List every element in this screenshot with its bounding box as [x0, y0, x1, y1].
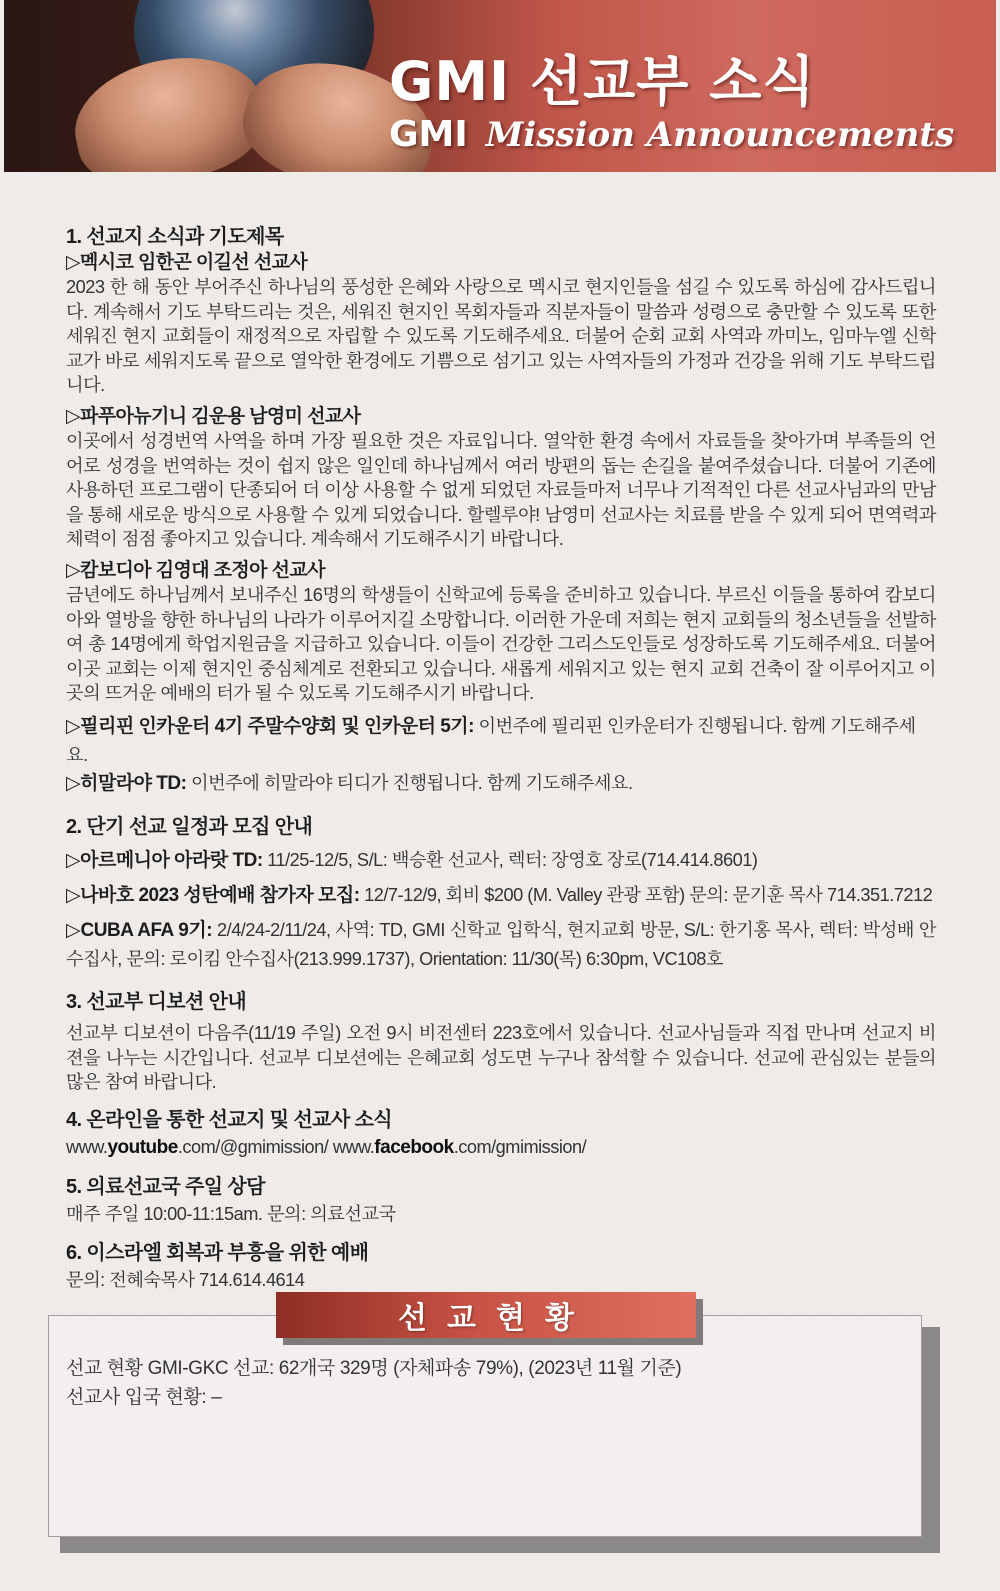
- section-4-title: 4. 온라인을 통한 선교지 및 선교사 소식: [66, 1108, 393, 1131]
- armenia-title: ▷아르메니아 아라랏 TD:: [66, 849, 263, 871]
- medical-text: 매주 주일 10:00-11:15am. 문의: 의료선교국: [66, 1203, 396, 1224]
- papua-new-guinea-text: 이곳에서 성경번역 사역을 하며 가장 필요한 것은 자료입니다. 열악한 환경 속에서 자료들을 찾아가며 부족들의 언어로 성경을 번역하는 것이 쉽지 않은 일인데 하나님께서 여러 방편의 돕는 손길을 붙여주셨습니다. 더불어 기존에 사용하던 프로그램이 단종되어 더 이상 사용할 수 없게 되었던 자료들마저 너무나 기적적인 다른 선교사님과의 만남을 통해 새로운 방식으로 사용할 수 있게 되었습니다. 할렐루야! 남영미 선교사는 치료를 받을 수 있게 되어 면역력과 체력이 점점 좋아지고 있습니다. 계속해서 기도해주시기 바랍니다.: [66, 430, 936, 550]
- section-5-title: 5. 의료선교국 주일 상담: [66, 1175, 265, 1198]
- navajo-text: 12/7-12/9, 회비 $200 (M. Valley 관광 포함) 문의: 문기훈 목사 714.351.7212: [359, 884, 933, 905]
- devotion-text: 선교부 디보션이 다음주(11/19 주일) 오전 9시 비전센터 223호에서 있습니다. 선교사님들과 직접 만나며 선교지 비젼을 나누는 시간입니다. 선교부 디보션에는 은혜교회 성도면 누구나 참석할 수 있습니다. 선교에 관심있는 분들의 많은 참여 바랍니다.: [66, 1022, 936, 1093]
- facebook-link[interactable]: www.facebook.com/gmimission/: [332, 1136, 587, 1158]
- section-1-title: 1. 선교지 소식과 기도제목: [66, 226, 284, 248]
- himalaya-item: [66, 769, 936, 798]
- mexico-title: ▷멕시코 임한곤 이길선 선교사: [66, 252, 308, 273]
- section-6-title: 6. 이스라엘 회복과 부흥을 위한 예배: [66, 1241, 369, 1264]
- mission-status-label: 선교현황: [398, 1301, 594, 1336]
- philippines-text: 이번주에 필리핀 인카운터가 진행됩니다. 함께 기도해주세요.: [66, 715, 916, 765]
- mexico-text: 2023 한 해 동안 부어주신 하나님의 풍성한 은혜와 사랑으로 멕시코 현지인들을 섬길 수 있도록 하심에 감사드립니다. 계속해서 기도 부탁드리는 것은, 세워진 현지인 목회자들과 직분자들이 말씀과 성령으로 충만할 수 있도록 또한 세워진 현지 교회들이 재정적으로 자립할 수 있도록 기도해주세요. 더불어 순회 교회 사역과 까미노, 임마누엘 신학교가 바로 세워지도록 끝으로 열악한 환경에도 기쁨으로 섬기고 있는 사역자들의 가정과 건강을 위해 기도 부탁드립니다.: [66, 277, 936, 396]
- philippines-title: ▷필리핀 인카운터 4기 주말수양회 및 인카운터 5기:: [66, 715, 474, 737]
- philippines-item: [66, 712, 936, 769]
- online-links: [66, 1133, 936, 1162]
- cambodia-text: 금년에도 하나님께서 보내주신 16명의 학생들이 신학교에 등록을 준비하고 있습니다. 부르신 이들을 통하여 캄보디아와 열방을 향한 하나님의 나라가 이루어지길 소망합니다. 이러한 가운데 저희는 현지 교회들의 청소년들을 선발하여 총 14명에게 학업지원금을 지급하고 있습니다. 이들이 건강한 그리스도인들로 성장하도록 기도해주세요. 더불어 이곳 교회는 이제 현지인 중심체계로 전환되고 있습니다. 새롭게 세워지고 있는 현지 교회 건축이 잘 이루어지고 이곳의 뜨거운 예배의 터가 될 수 있도록 기도해주시기 바랍니다.: [66, 584, 936, 704]
- announcement-content: [66, 224, 936, 1294]
- page-title-korean: GMI 선교부 소식: [389, 50, 816, 113]
- cambodia-title: ▷캄보디아 김영대 조정아 선교사: [66, 559, 325, 581]
- section-3-title: 3. 선교부 디보션 안내: [66, 990, 247, 1013]
- israel-text: 문의: 전혜숙목사 714.614.4614: [66, 1269, 305, 1290]
- section-2-title: 2. 단기 선교 일정과 모집 안내: [66, 815, 313, 838]
- navajo-item: [66, 881, 936, 910]
- cuba-item: [66, 916, 936, 973]
- header-banner: [4, 0, 996, 172]
- youtube-link[interactable]: www.youtube.com/@gmimission/: [66, 1136, 333, 1158]
- himalaya-text: 이번주에 히말라야 티디가 진행됩니다. 함께 기도해주세요.: [186, 772, 633, 793]
- page-title-english: [389, 114, 954, 155]
- cuba-text: 2/4/24-2/11/24, 사역: TD, GMI 신학교 입학식, 현지교회 방문, S/L: 한기홍 목사, 렉터: 박성배 안수집사, 문의: 로이킴 안수집사(213.999.1737), Orientation: 11/30(목) 6:30pm, VC108호: [66, 919, 937, 969]
- header-title-block: [389, 52, 954, 155]
- title-mission-announcements: Mission Announcements: [485, 115, 955, 155]
- himalaya-title: ▷히말라야 TD:: [66, 772, 187, 794]
- mission-status-box: [48, 1315, 922, 1537]
- status-line-2: 선교사 입국 현황: –: [66, 1387, 222, 1408]
- status-line-1: 선교 현황 GMI-GKC 선교: 62개국 329명 (자체파송 79%), (2023년 11월 기준): [66, 1358, 682, 1379]
- title-gmi: GMI: [389, 114, 468, 155]
- armenia-item: [66, 846, 936, 875]
- navajo-title: ▷나바호 2023 성탄예배 참가자 모집:: [66, 884, 360, 906]
- mission-status-tab: [276, 1292, 696, 1338]
- armenia-text: 11/25-12/5, S/L: 백승환 선교사, 렉터: 장영호 장로(714.414.8601): [262, 849, 758, 870]
- mission-status-text: [66, 1354, 896, 1412]
- papua-new-guinea-title: ▷파푸아뉴기니 김운용 남영미 선교사: [66, 405, 361, 427]
- cuba-title: ▷CUBA AFA 9기:: [66, 919, 213, 941]
